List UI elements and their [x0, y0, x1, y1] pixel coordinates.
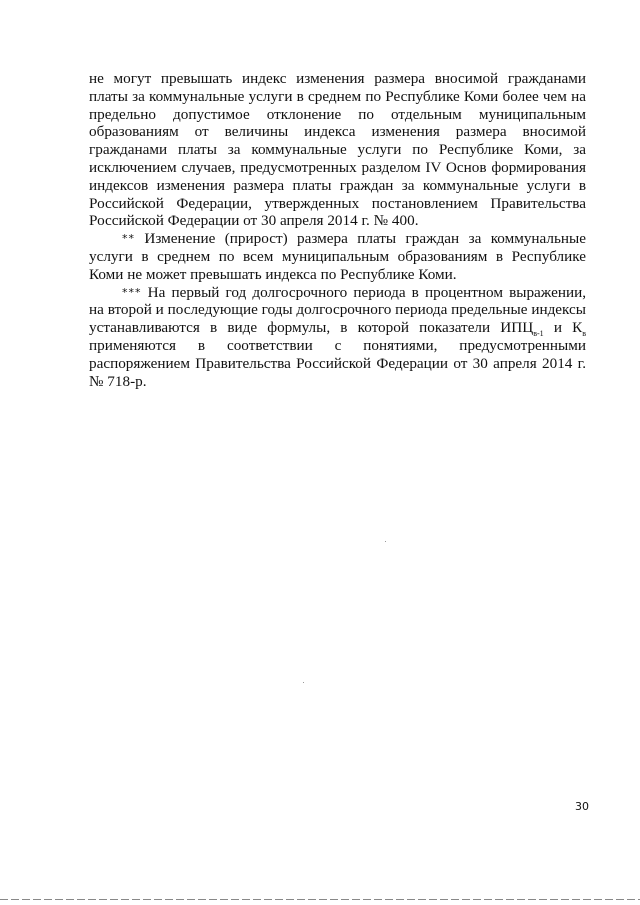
scan-edge-line	[0, 899, 640, 900]
footnote-marker: ***	[122, 285, 142, 299]
formula-conjunction: и	[553, 319, 562, 337]
ipc-symbol: ИПЦ	[500, 319, 534, 337]
footnote-text-before: На первый год долгосрочного периода в процентном выражении, на второй и последующие годы долгосрочного периода предельные индексы устанавливаются в виде формулы, в которой показатели	[89, 283, 587, 337]
k-symbol: К	[572, 319, 583, 337]
scan-speck	[303, 682, 304, 683]
footnote-triple-asterisk	[89, 284, 586, 391]
footnote-text-after: применяются в соответствии с понятиями, предусмотренными распоряжением Правительства Российской Федерации от 30 апреля 2014 г. № 718-р.	[89, 336, 586, 390]
footnote-double-asterisk	[89, 230, 586, 283]
ipc-subscript: в-1	[533, 329, 544, 339]
page-number: 30	[575, 800, 589, 813]
document-body	[89, 70, 586, 390]
footnote-marker: **	[122, 232, 135, 246]
scan-speck	[385, 541, 386, 542]
k-subscript: в	[582, 329, 587, 339]
formula-k	[572, 319, 587, 339]
footnote-text: Изменение (прирост) размера платы граждан за коммунальные услуги в среднем по всем муниципальным образованиям в Республике Коми не может превышать индекса по Республике Коми.	[89, 230, 586, 283]
formula-ipc	[500, 319, 544, 339]
paragraph-continuation: не могут превышать индекс изменения размера вносимой гражданами платы за коммунальные услуги в среднем по Республике Коми более чем на предельно допустимое отклонение по отдельным муниципальным образованиям от величины индекса изменения размера вносимой гражданами платы за коммунальные услуги по Республике Коми, за исключением случаев, предусмотренных разделом IV Основ формирования индексов изменения размера платы граждан за коммунальные услуги в Российской Федерации, утвержденных постановлением Правительства Российской Федерации от 30 апреля 2014 г. № 400.	[89, 70, 586, 230]
